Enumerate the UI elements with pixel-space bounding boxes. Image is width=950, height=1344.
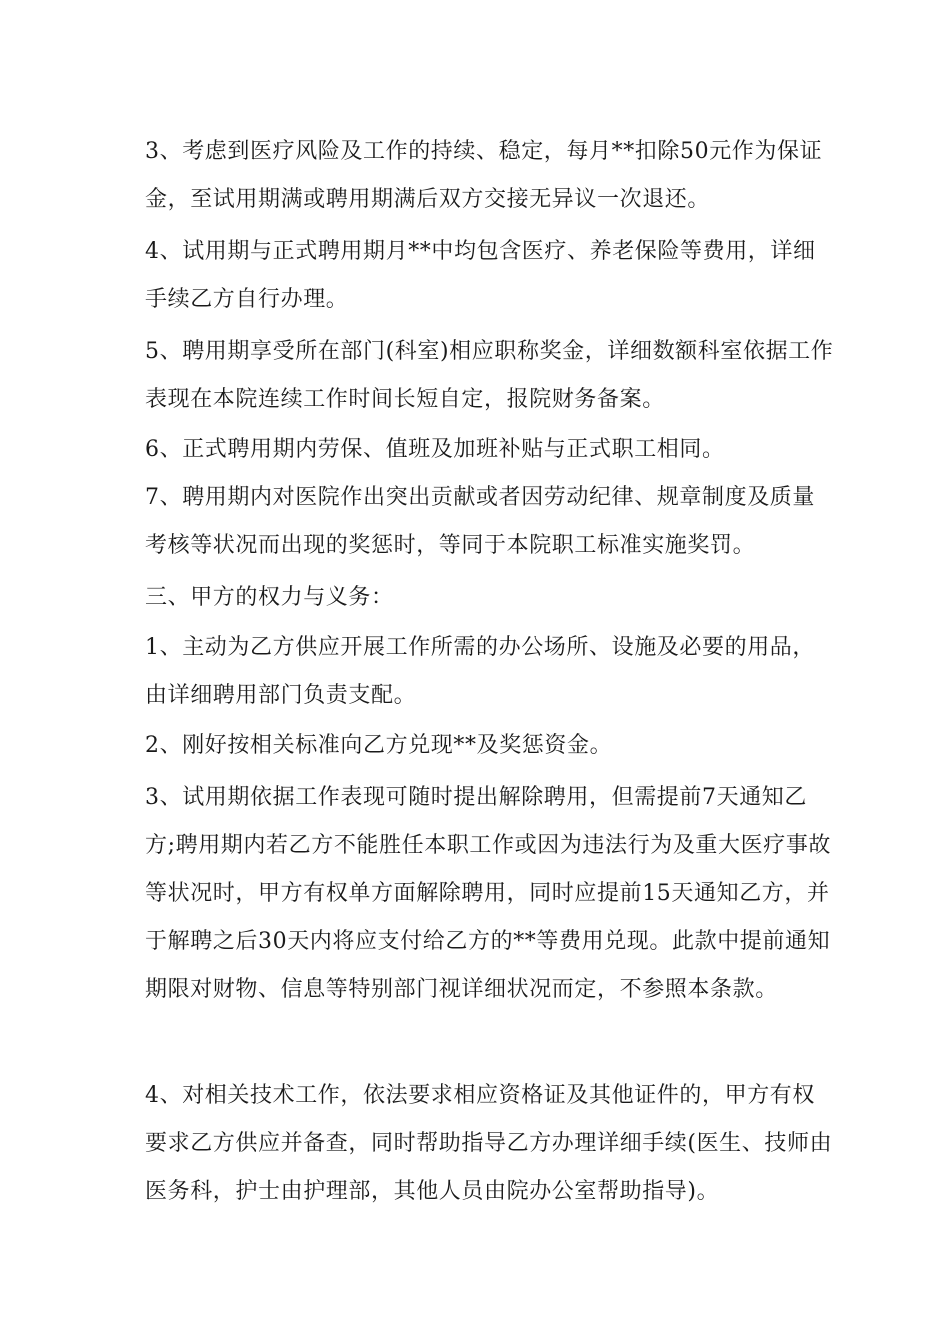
paragraph-5: 7、聘用期内对医院作出突出贡献或者因劳动纪律、规章制度及质量考核等状况而出现的奖惩时，等同于本院职工标准实施奖罚。: [145, 485, 815, 558]
paragraph-8: 3、试用期依据工作表现可随时提出解除聘用，但需提前7天通知乙方;聘用期内若乙方不能胜任本职工作或因为违法行为及重大医疗事故等状况时，甲方有权单方面解除聘用，同时应提前15天通知乙方，并于解聘之后30天内将应支付给乙方的**等费用兑现。此款中提前通知期限对财物、信息等特别部门视详细状况而定，不参照本条款。: [145, 785, 832, 1002]
paragraph-7: 2、刚好按相关标准向乙方兑现**及奖惩资金。: [145, 733, 613, 758]
paragraph-1: 3、考虑到医疗风险及工作的持续、稳定，每月**扣除50元作为保证金，至试用期满或聘用期满后双方交接无异议一次退还。: [145, 139, 823, 212]
paragraph-2: 4、试用期与正式聘用期月**中均包含医疗、养老保险等费用，详细手续乙方自行办理。: [145, 239, 816, 312]
section-heading: 三、甲方的权力与义务：: [145, 585, 394, 610]
paragraph-3: 5、聘用期享受所在部门(科室)相应职称奖金，详细数额科室依据工作表现在本院连续工作时间长短自定，报院财务备案。: [145, 339, 834, 412]
paragraph-6: 1、主动为乙方供应开展工作所需的办公场所、设施及必要的用品，由详细聘用部门负责支配。: [145, 635, 815, 708]
paragraph-4: 6、正式聘用期内劳保、值班及加班补贴与正式职工相同。: [145, 437, 725, 462]
paragraph-9: 4、对相关技术工作，依法要求相应资格证及其他证件的，甲方有权要求乙方供应并备查，同时帮助指导乙方办理详细手续(医生、技师由医务科，护士由护理部，其他人员由院办公室帮助指导)。: [145, 1083, 833, 1204]
